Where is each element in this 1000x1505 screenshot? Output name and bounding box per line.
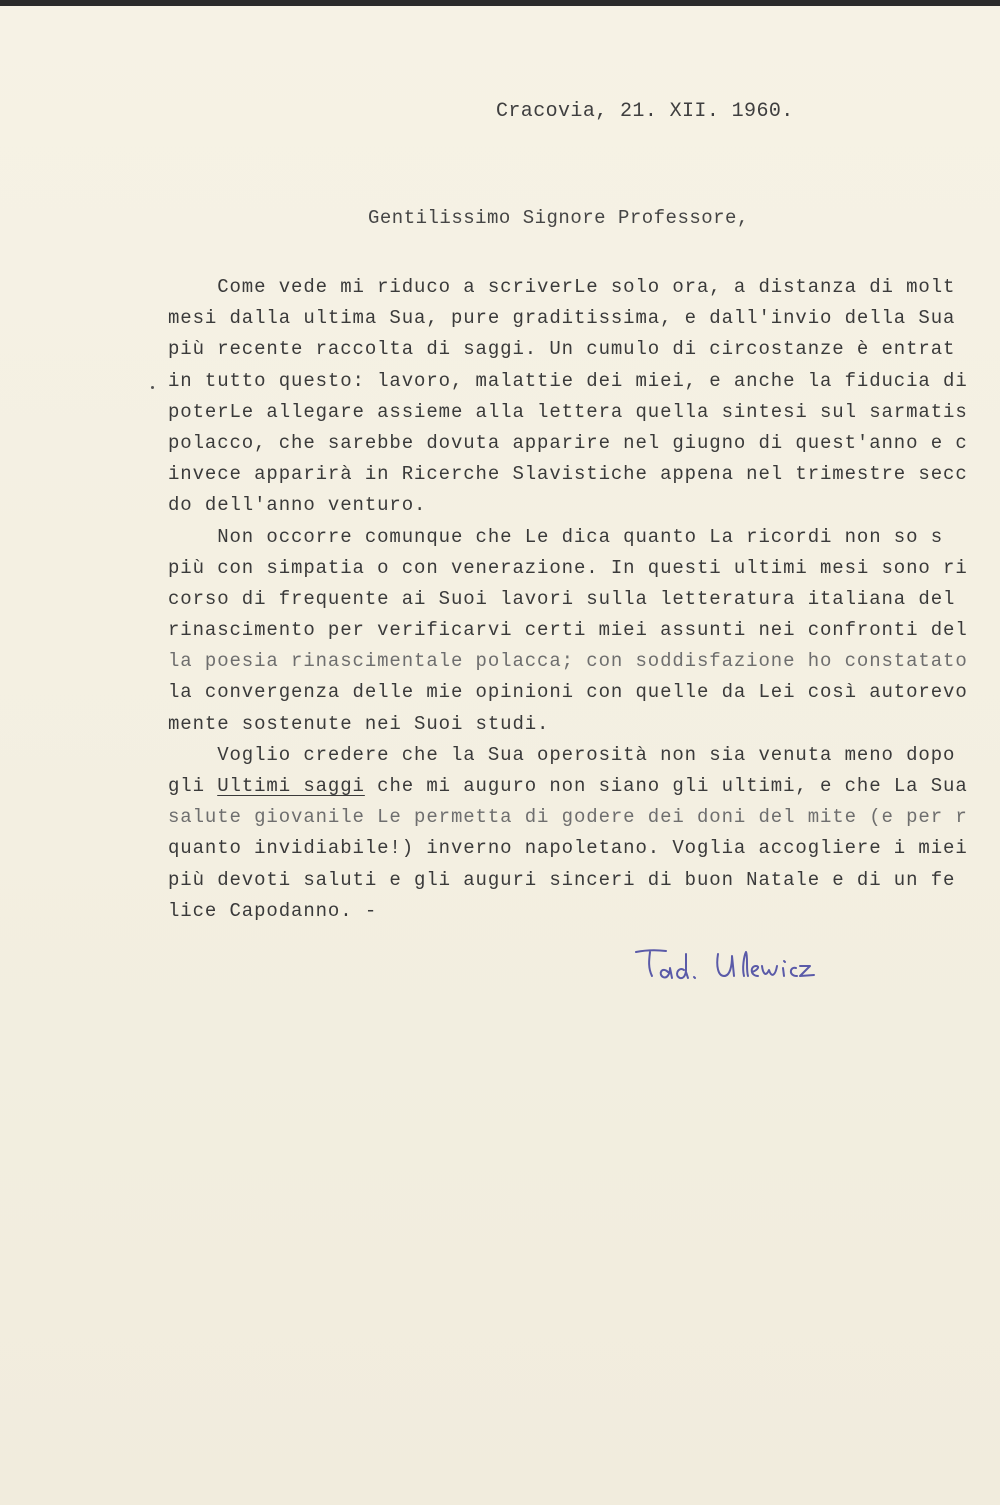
letter-line: rinascimento per verificarvi certi miei assunti nei confronti del	[168, 619, 968, 642]
letter-line: più devoti saluti e gli auguri sinceri di buon Natale e di un fe	[168, 868, 956, 891]
letter-page	[0, 6, 1000, 1505]
letter-line: più recente raccolta di saggi. Un cumulo di circostanze è entrat	[168, 338, 956, 361]
handwritten-signature	[632, 944, 822, 988]
letter-line: polacco, che sarebbe dovuta apparire nel giugno di quest'anno e c	[168, 431, 968, 454]
letter-line: poterLe allegare assieme alla lettera quella sintesi sul sarmatis	[168, 400, 968, 423]
letter-line: più con simpatia o con venerazione. In questi ultimi mesi sono ri	[168, 556, 968, 579]
letter-line: Voglio credere che la Sua operosità non sia venuta meno dopo	[168, 743, 956, 766]
letter-body	[168, 272, 1000, 927]
letter-line: mesi dalla ultima Sua, pure graditissima, e dall'invio della Sua	[168, 307, 956, 330]
letter-line: quanto invidiabile!) inverno napoletano. Voglia accogliere i miei	[168, 837, 968, 860]
line-after-title: che mi auguro non siano gli ultimi, e che La Sua	[364, 775, 968, 797]
book-title-underlined: Ultimi saggi	[217, 775, 365, 797]
letter-line: Non occorre comunque che Le dica quanto La ricordi non so s	[168, 525, 944, 548]
letter-line: in tutto questo: lavoro, malattie dei miei, e anche la fiducia di	[168, 369, 968, 392]
letter-line: la convergenza delle mie opinioni con quelle da Lei così autorevo	[168, 681, 968, 704]
letter-salutation: Gentilissimo Signore Professore,	[368, 207, 749, 229]
letter-dateline: Cracovia, 21. XII. 1960.	[496, 100, 794, 123]
letter-line: mente sostenute nei Suoi studi.	[168, 712, 550, 735]
letter-line: do dell'anno venturo.	[168, 494, 427, 517]
letter-line: corso di frequente ai Suoi lavori sulla letteratura italiana del	[168, 587, 956, 610]
letter-line-with-title	[168, 771, 1000, 802]
letter-line: salute giovanile Le permetta di godere dei doni del mite (e per r	[168, 806, 968, 829]
letter-line: Come vede mi riduco a scriverLe solo ora, a distanza di molt	[168, 276, 956, 298]
margin-dot	[151, 386, 154, 389]
line-before-title: gli	[168, 775, 218, 797]
letter-line: lice Capodanno. -	[168, 899, 378, 922]
letter-line: la poesia rinascimentale polacca; con soddisfazione ho constatato	[168, 650, 968, 673]
letter-line: invece apparirà in Ricerche Slavistiche appena nel trimestre secc	[168, 463, 968, 486]
